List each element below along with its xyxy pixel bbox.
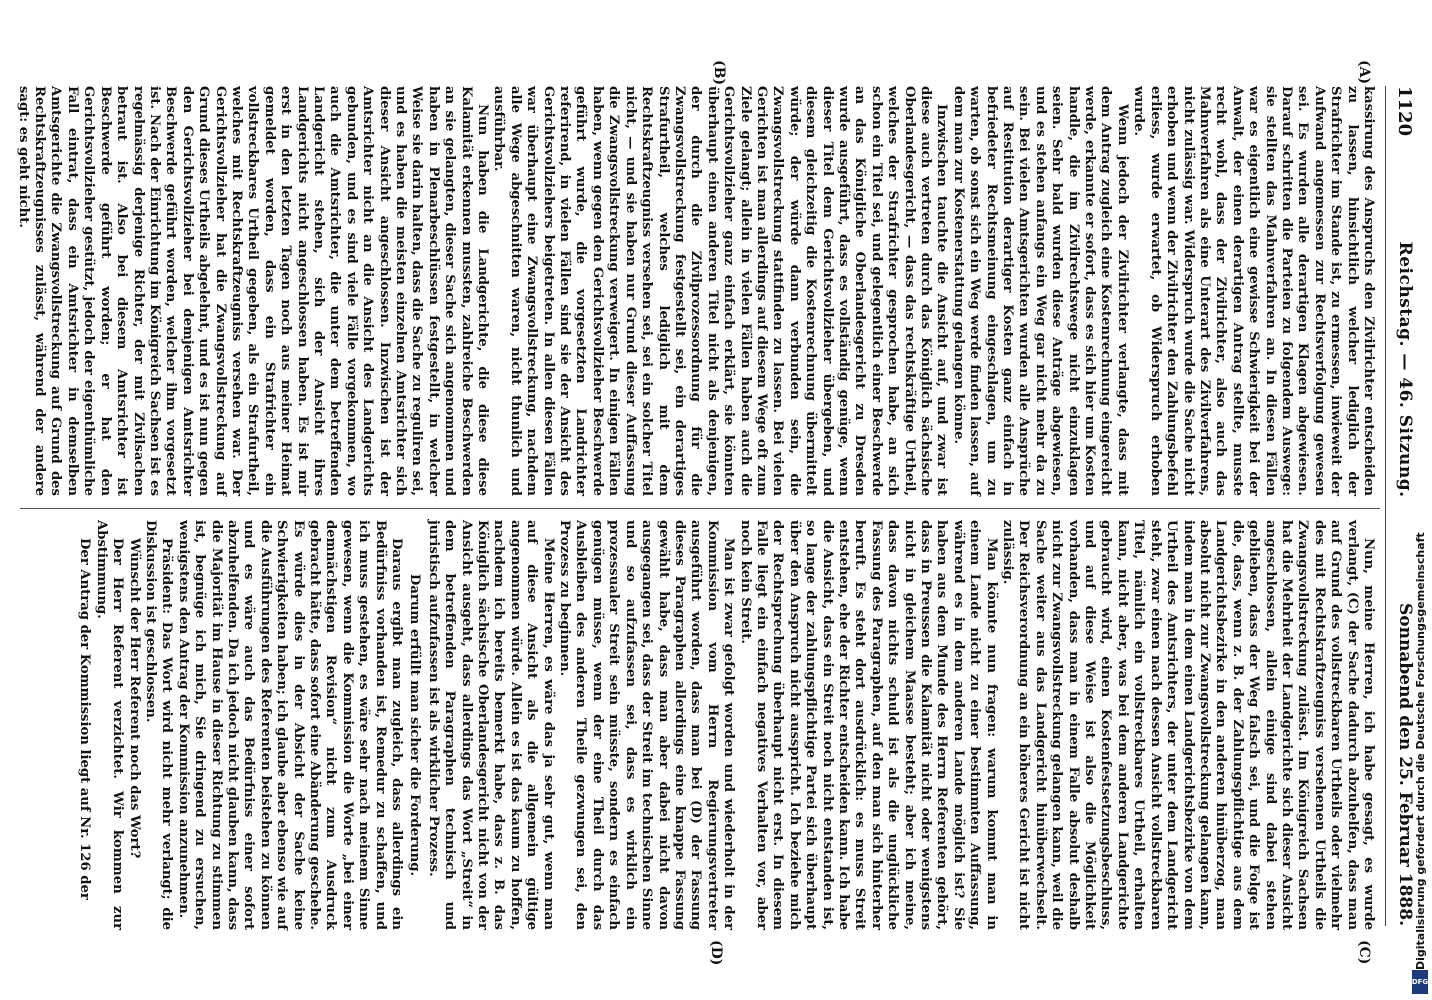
- page-title: Reichstag. — 46. Sitzung.: [1395, 241, 1415, 498]
- dfg-logo: DFG: [1412, 970, 1428, 994]
- paragraph: Nun, meine Herren, ich habe gesagt, es wurde verlangt, (C) der Sache dadurch abzuhelfen, dass man auf Grund des vollstreckbaren Urtheils oder vielmehr des mit Rechtskraftzeugniss versehenen Urtheils die Zwangsvollstreckung zulässt. Im Königreich Sachsen hat die Mehrheit der Landgerichte sich dieser Ansicht angeschlossen, allein einige sind dabei stehen geblieben, dass der Weg falsch sei, und die Folge ist die, dass, wenn z. B. der Zahlungspflichtige aus dem Landgerichtsbezirke in den anderen hinüberzog, man absolut nicht zur Zwangsvollstreckung gelangen kann, indem man in dem einen Landgerichtsbezirke von dem Urtheil des Amtsrichters, der unter dem Landgericht steht, zwar einen nach dessen Ansicht vollstreckbaren Titel, nämlich ein vollstreckbares Urtheil, erhalten kann, nicht aber, was bei dem anderen Landgerichte gebraucht wird, einen Kostenfestsetzungsbeschluss, und auf diese Weise ist also die Möglichkeit vorhanden, dass man in einem Falle absolut deshalb nicht zur Zwangsvollstreckung gelangen kann, weil die Sache weiter aus das Landgericht hinüberwechselt. Der Reichsverordnung an ein höheres Gericht ist nicht zulässig.: [1000, 520, 1376, 930]
- paragraph-center: Darum erfüllt man sicher die Forderung.: [407, 573, 423, 877]
- right-column: [26, 520, 1376, 930]
- left-column: [15, 86, 1376, 496]
- paragraph: Wenn jedoch der Zivilrichter verlangte, dass mit dem Antrag zugleich eine Kostenrechnung eingereicht werde, erkannte er sofort, dass es sich hier um Kosten handle, die im Zivilrechtswege nicht einzuklagen seien. Sehr bald wurden diese Anträge abgewiesen, und es stehen anfangs ein Weg gar nicht mehr da zu sein. Bei vielen Amtsgerichten wurden alle Ansprüche auf Restitution derartiger Kosten ganz einfach in befriedeter Rechtsmeinung eingeschlagen, um zu warten, ob sonst sich ein Weg werde finden lassen, auf dem man zur Kostenerstattung gelangen könne.: [950, 86, 1130, 496]
- paragraph: Man ist zwar gefolgt worden und wiederholt in der Kommission vom Herrn Regierungsvertreter ausgeführt worden, dass man bei (D) der Fassung dieses Paragraphen allerdings eine knappe Fassung gewählt habe, dass man aber dabei nicht davon ausgegangen sei, dass der Streit im technischen Sinne und so aufzufassen sei, dass es wirklich ein prozessualer Streit sein müsste, sondern es einfach genügen müsse, wenn der eine Theil durch das Ausbleiben des anderen Theile gezwungen sei, den Prozess zu beginnen.: [557, 520, 737, 930]
- paragraph: Wünscht der Herr Referent noch das Wort?: [126, 538, 142, 859]
- digitization-credit: [1411, 40, 1429, 1000]
- page-date: Sonnabend den 25. Februar 1888.: [1395, 603, 1415, 926]
- column-divider: [20, 508, 1380, 509]
- paragraph: Daraus ergibt man zugleich, dass allerdings ein Bedürfniss vorhanden ist, Remedur zu schaffen, und ich muss gestehen, es wäre sehr nach meinem Sinne gewesen, wenn die Kommission die Worte „bei einer demnächstigen Revision“ nicht zum Ausdruck gebracht hätte, dass sofort eine Abänderung geschehe. Es würde dies in der Absicht der Sache keine Schwierigkeiten haben; ich glaube aber ebenso wie auf die Ausführungen des Referenten beistehen zu können und es wäre auch das Bedürfniss einer sofort abzuhelfenden. Da ich jedoch nicht glauben kann, dass die Majorität im Hause in dieser Richtung zu stimmen ist, begnüge ich mich, Sie dringend zu ersuchen, wenigstens den Antrag der Kommission anzunehmen.: [175, 520, 405, 930]
- paragraph: Der Herr Referent verzichtet. Wir kommen zur Abstimmung.: [93, 520, 126, 930]
- paragraph: Man könnte nun fragen: warum kommt man in einem Lande nicht zu einer bestimmten Auffassung, während es in dem anderen Lande möglich ist? Sie haben aus dem Munde des Herrn Referenten gehört, dass in Preussen die Kalamität nicht oder wenigstens nicht in gleichem Maasse besteht; aber ich meine, dass davon nichts schuld ist als die unglückliche Fassung des Paragraphen, auf den man sich hinterher beruft. Es steht dort ausdrücklich: es muss Streit entstehen, ehe der Richter entscheiden kann. Ich habe die Ansicht, dass ein Streit noch nicht entstanden ist, so lange der zahlungspflichtige Partei sich überhaupt über den Anspruch nicht ausspricht. Ich beziehe mich der Rechtsprechung überhaupt nicht erst. In diesem Falle liegt ein einfach negatives Verhalten vor, aber noch kein Streit.: [737, 520, 999, 930]
- margin-mark-b: (B): [711, 60, 727, 86]
- paragraph: Präsident: Das Wort wird nicht mehr verlangt; die Diskussion ist geschlossen.: [142, 520, 175, 930]
- margin-mark-c: (C): [1356, 940, 1372, 965]
- paragraph: kassirung des Anspruchs den Zivilrichter entscheiden zu lassen, hinsichtlich welcher lediglich der Strafrichter im Stande ist, zu ermessen, inwieweit der Aufwand angemessen zur Rechtsverfolgung gewesen sei. Es wurden alle derartigen Klagen abgewiesen. Darauf schritten die Parteien zu folgendem Auswege: sie stellten das Mahnverfahren an. In diesen Fällen war es eigentlich eine gewisse Schwierigkeit bei der Anwalt, der einen derartigen Antrag stellte, musste recht wohl, dass der Zivilrichter, also auch das Mahnverfahren als eine Unterart des Zivilverfahrens, nicht zulässig war. Widerspruch wurde die Sache nicht erhoben und wenn der Zivilrichter den Zahlungsbefehl erliess, wurde erwartet, ob Widerspruch erhoben wurde.: [1131, 86, 1376, 496]
- credit-text: Digitalisierung gefördert durch die Deutsche Forschungsgemeinschaft: [1414, 532, 1427, 970]
- paragraph: Meine Herren, es wäre das ja sehr gut, wenn man auf diese Ansicht als die allgemein gültige angenommen würde. Allein es ist das kaum zu hoffen, nachdem ich bereits bemerkt habe, dass z. B. das Königlich sächsische Oberlandesgericht nicht von der Ansicht ausgeht, dass allerdings das Wort „Streit“ in dem betreffenden Paragraphen technisch und juristisch aufzufassen ist als wirklicher Prozess.: [425, 520, 556, 930]
- margin-mark-d: (D): [708, 940, 724, 966]
- paragraph: Der Antrag der Kommission liegt auf Nr. 126 der: [77, 538, 93, 900]
- margin-mark-a: (A): [1356, 60, 1372, 85]
- paragraph: Nun haben die Landgerichte, die diese diese Kalamität erkennen mussten, zahlreiche Beschwerden an sie gelangten, dieser Sache sich angenommen und haben in Plenarbeschlüssen festgestellt, in welcher Weise sie darin halten, dass die Sache zu reguliren sei, und es haben die meisten einzelnen Amtsrichter sich dieser Ansicht angeschlossen. Inzwischen ist der Amtsrichter nicht an die Ansicht des Landgerichts gebunden, und es sind viele Fälle vorgekommen, wo auch die Amtsrichter, die unter dem betreffenden Landgericht stehen, sich der Ansicht ihres Landgerichts nicht angeschlossen haben. Es ist mir erst in den letzten Tagen noch aus meiner Heimat gemeldet worden, dass ein Strafrichter ein vollstreckbares Urtheil gegeben, als ein Strafurtheil, welches mit Rechtskraftzeugniss versehen war. Der Gerichtsvollzieher hat die Zwangsvollstreckung auf Grund dieses Urtheils abgelehnt, und es ist nun gegen den Gerichtsvollzieher bei demjenigen Amtsrichter Beschwerde geführt worden, welcher ihm vorgesetzt ist. Nach der Einrichtung im Königreich Sachsen ist es regelmässig derjenige Richter, der mit Zivilsachen betraut ist. Also bei diesem Amtsrichter ist Beschwerde geführt worden; er hat den Gerichtsvollzieher gestützt, jedoch der eigenthümliche Fall eintrat, dass ein Amtsrichter in demselben Amtsgerichte die Zwangsvollstreckung auf Grund des Rechtskraftzeugnisses zulässt, während der andere sagt: es geht nicht.: [15, 86, 491, 496]
- paragraph: Inzwischen tauchte die Ansicht auf, und zwar ist diese auch vertreten durch das Königlich sächsische Oberlandesgericht, — dass das rechtskräftige Urtheil, welches der Strafrichter gesprochen habe, an sich schon ein Titel sei, und gelegentlich einer Beschwerde an das Königliche Oberlandesgericht zu Dresden wurde ausgeführt, dass es vollständig genüge, wenn dieser Titel dem Gerichtsvollzieher übergeben, und diesem gleichzeitig die Kostenrechnung übermittelt würde; der würde dann verbunden sein, die Zwangsvollstreckung stattfinden zu lassen. Bei vielen Gerichten ist man allerdings auf diesem Wege oft zum Ziele gelangt; allein in vielen Fällen haben auch die Gerichtsvollzieher ganz einfach erklärt, sie könnten überhaupt einen anderen Titel nicht als denjenigen, der durch die Zivilprozessordnung für die Zwangsvollstreckung festgestellt sei, ein derartiges Strafurtheil, welches lediglich mit dem Rechtskraftzeugniss versehen sei, sei ein solcher Titel nicht, — und sie haben nur Grund dieser Auffassung die Zwangsvollstreckung verweigert. In einigen Fällen haben, wenn gegen den Gerichtsvollzieher Beschwerde geführt wurde, die vorgesetzten Landrichter referirend, in vielen Fällen sind sie der Ansicht des Gerichtsvollziehers beigetreten. In allen diesen Fällen war überhaupt eine Zwangsvollstreckung, nachdem alle Wege abgeschnitten waren, nicht thunlich und ausführbar.: [491, 86, 950, 496]
- page-number: 1120: [1394, 86, 1416, 137]
- header-rule: [1385, 86, 1386, 926]
